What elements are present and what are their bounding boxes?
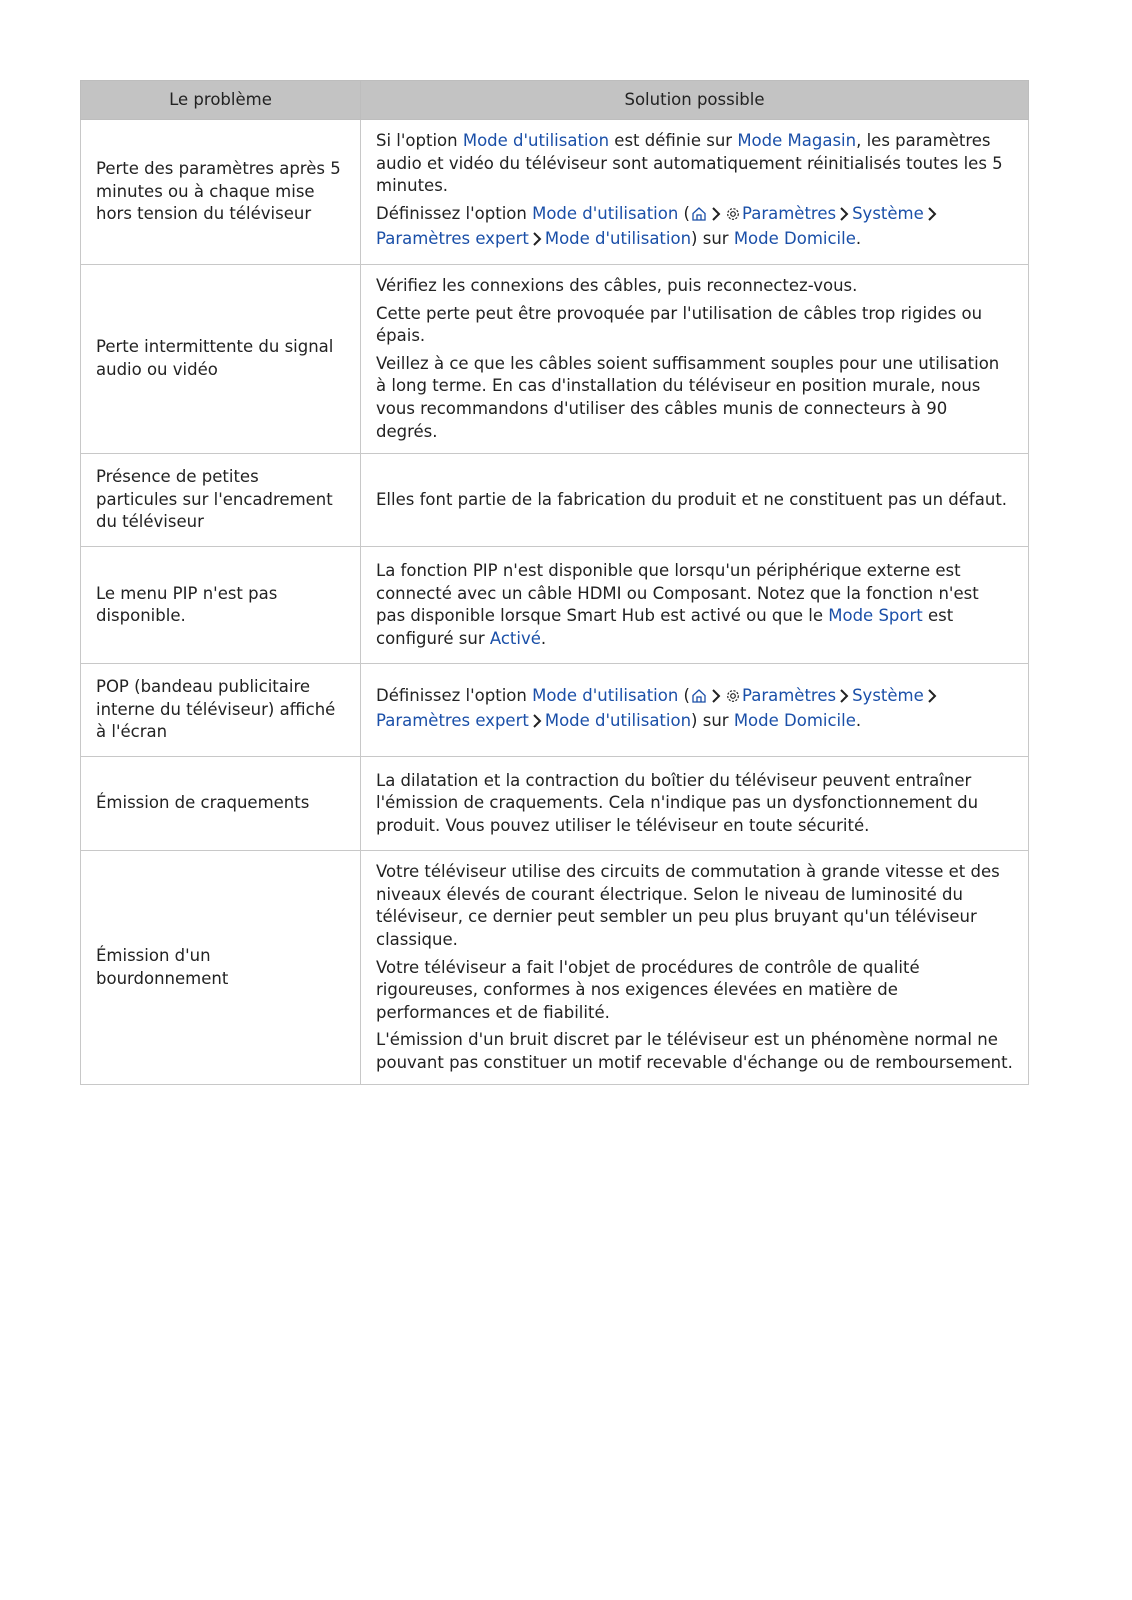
solution-paragraph xyxy=(376,1029,1013,1074)
solution-paragraph xyxy=(376,489,1013,512)
menu-path-link: Paramètres xyxy=(742,685,837,705)
problem-cell: Perte des paramètres après 5 minutes ou à chaque mise hors tension du téléviseur xyxy=(81,120,361,265)
text-segment: Vérifiez les connexions des câbles, puis reconnectez-vous. xyxy=(376,275,858,295)
menu-path-link: Mode Domicile xyxy=(733,229,856,249)
solution-paragraph xyxy=(376,560,1013,650)
problem-cell: Présence de petites particules sur l'encadrement du téléviseur xyxy=(81,454,361,547)
home-icon xyxy=(691,688,707,711)
menu-path-link: Mode d'utilisation xyxy=(532,685,679,705)
text-segment: . xyxy=(855,711,862,731)
solution-cell xyxy=(361,120,1029,265)
text-segment: Votre téléviseur a fait l'objet de procédures de contrôle de qualité rigoureuses, conformes à nos exigences élevées en matière de performances et de fiabilité. xyxy=(376,957,920,1022)
problem-cell: Perte intermittente du signal audio ou vidéo xyxy=(81,264,361,453)
text-segment: Si l'option xyxy=(376,131,463,150)
text-segment: ) sur xyxy=(691,229,734,249)
menu-path-link: Activé xyxy=(489,628,541,648)
problem-cell: Émission de craquements xyxy=(81,757,361,851)
solution-paragraph xyxy=(376,353,1013,443)
solution-cell xyxy=(361,454,1029,547)
table-row xyxy=(81,664,1029,757)
chevron-right-icon xyxy=(925,206,939,229)
solution-cell xyxy=(361,264,1029,453)
menu-path-link: Mode d'utilisation xyxy=(544,711,692,731)
menu-path-link: Mode d'utilisation xyxy=(544,229,692,249)
solution-paragraph xyxy=(376,770,1013,838)
table-row xyxy=(81,264,1029,453)
text-segment: Définissez l'option xyxy=(376,203,533,223)
solution-paragraph xyxy=(376,303,1013,348)
problem-cell: Le menu PIP n'est pas disponible. xyxy=(81,547,361,664)
solution-cell xyxy=(361,664,1029,757)
menu-path-link: Mode Sport xyxy=(828,606,923,626)
table-row xyxy=(81,454,1029,547)
text-segment: Définissez l'option xyxy=(376,685,533,705)
text-segment: Votre téléviseur utilise des circuits de commutation à grande vitesse et des niveaux élevés de courant électrique. Selon le niveau de luminosité du téléviseur, ce dernier peut sembler un peu plus bruyant qu'un téléviseur classique. xyxy=(376,862,1000,949)
gear-icon xyxy=(725,206,741,229)
solution-cell xyxy=(361,757,1029,851)
chevron-right-icon xyxy=(709,688,723,711)
text-segment: Elles font partie de la fabrication du produit et ne constituent pas un défaut. xyxy=(376,489,1008,509)
menu-path-link: Paramètres xyxy=(742,203,837,223)
text-segment: La dilatation et la contraction du boîtier du téléviseur peuvent entraîner l'émission de craquements. Cela n'indique pas un dysfonctionnement du produit. Vous pouvez utiliser le téléviseur en toute sécurité. xyxy=(376,770,979,835)
text-segment: Cette perte peut être provoquée par l'utilisation de câbles trop rigides ou épais. xyxy=(376,303,983,346)
text-segment: est définie sur xyxy=(609,131,738,150)
text-segment: . xyxy=(855,229,862,249)
text-segment: Veillez à ce que les câbles soient suffisamment souples pour une utilisation à long terme. En cas d'installation du téléviseur en position murale, nous vous recommandons d'utiliser des câbles munis de connecteurs à 90 degrés. xyxy=(376,353,1000,441)
menu-path-link: Mode Magasin xyxy=(737,131,857,150)
text-segment: ) sur xyxy=(691,711,734,731)
text-segment: L'émission d'un bruit discret par le téléviseur est un phénomène normal ne pouvant pas constituer un motif recevable d'échange ou de remboursement. xyxy=(376,1030,1013,1072)
chevron-right-icon xyxy=(530,713,544,736)
menu-path-link: Paramètres expert xyxy=(376,711,529,731)
menu-path-link: Mode Domicile xyxy=(733,711,856,731)
menu-path-link: Mode d'utilisation xyxy=(462,131,610,150)
troubleshooting-table xyxy=(80,80,1029,1085)
solution-cell xyxy=(361,547,1029,664)
table-row xyxy=(81,851,1029,1085)
solution-paragraph xyxy=(376,861,1013,951)
solution-paragraph xyxy=(376,275,1013,298)
problem-cell: POP (bandeau publicitaire interne du téléviseur) affiché à l'écran xyxy=(81,664,361,757)
text-segment: ( xyxy=(678,203,690,223)
text-segment: est configuré sur xyxy=(376,606,954,648)
header-solution: Solution possible xyxy=(361,81,1029,120)
solution-cell xyxy=(361,851,1029,1085)
header-problem: Le problème xyxy=(81,81,361,120)
table-row xyxy=(81,757,1029,851)
solution-paragraph xyxy=(376,685,1013,736)
menu-path-link: Paramètres expert xyxy=(376,229,529,249)
chevron-right-icon xyxy=(709,206,723,229)
home-icon xyxy=(691,206,707,229)
menu-path-link: Mode d'utilisation xyxy=(532,203,679,223)
chevron-right-icon xyxy=(530,231,544,254)
text-segment: La fonction PIP n'est disponible que lorsqu'un périphérique externe est connecté avec un câble HDMI ou Composant. Notez que la fonction n'est pas disponible lorsque Smart Hub est activé ou que le xyxy=(376,560,979,626)
solution-paragraph xyxy=(376,130,1013,198)
menu-path-link: Système xyxy=(852,203,924,223)
table-header xyxy=(81,81,1029,120)
menu-path-link: Système xyxy=(852,685,924,705)
chevron-right-icon xyxy=(925,688,939,711)
chevron-right-icon xyxy=(837,206,851,229)
table-row xyxy=(81,120,1029,265)
text-segment: . xyxy=(540,628,547,648)
gear-icon xyxy=(725,688,741,711)
chevron-right-icon xyxy=(837,688,851,711)
table-row xyxy=(81,547,1029,664)
solution-paragraph xyxy=(376,957,1013,1025)
problem-cell: Émission d'un bourdonnement xyxy=(81,851,361,1085)
text-segment: , les paramètres audio et vidéo du téléviseur sont automatiquement réinitialisés toutes les 5 minutes. xyxy=(376,131,1003,196)
text-segment: ( xyxy=(678,685,690,705)
solution-paragraph xyxy=(376,203,1013,254)
